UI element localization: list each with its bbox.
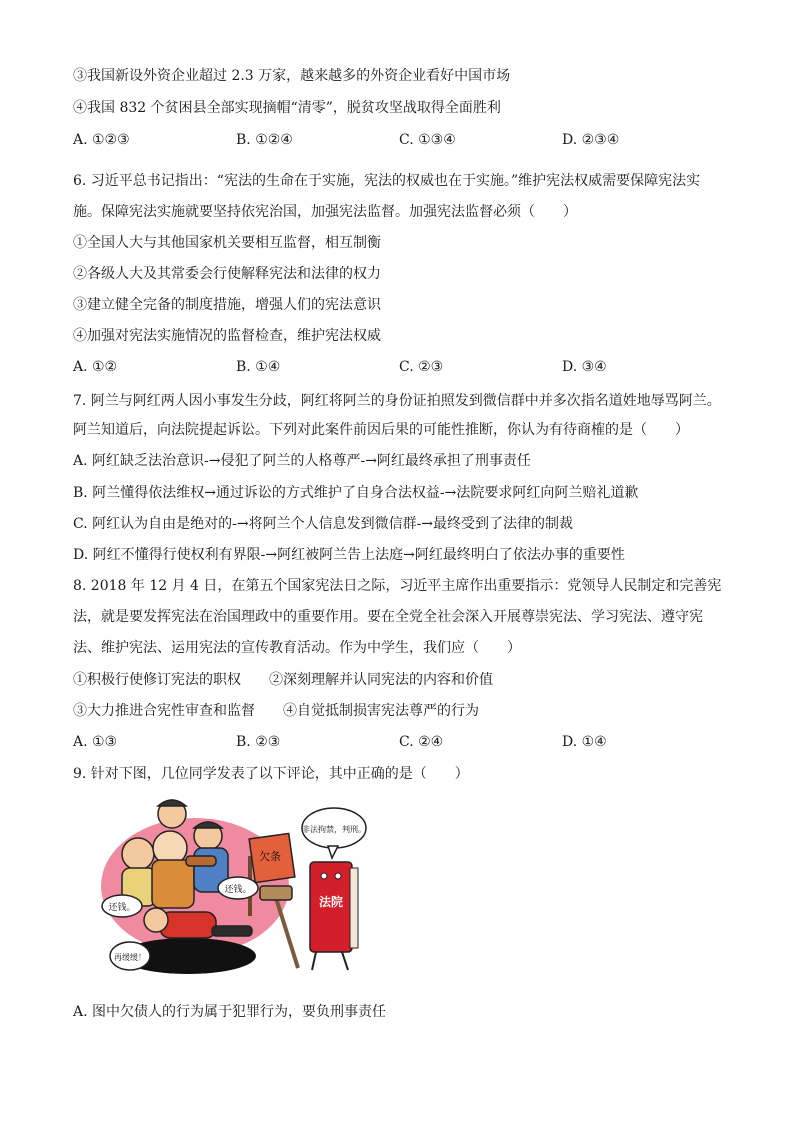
q5-item-3: ③我国新设外资企业超过 2.3 万家，越来越多的外资企业看好中国市场 (73, 68, 511, 84)
q5-item-4: ④我国 832 个贫困县全部实现摘帽“清零”，脱贫攻坚战取得全面胜利 (73, 100, 501, 116)
shout-left-text: 还钱。 (108, 903, 136, 913)
q7-option-b[interactable]: B. 阿兰懂得依法维权→通过诉讼的方式维护了自身合法权益-→法院要求阿红向阿兰赔礼道歉 (73, 485, 639, 501)
q8-items-line-1: ①积极行使修订宪法的职权 ②深刻理解并认同宪法的内容和价值 (73, 672, 493, 688)
q6-item-1: ①全国人大与其他国家机关要相互监督，相互制衡 (73, 235, 381, 251)
bubble-shout-mid (218, 877, 258, 899)
q8-option-b[interactable]: B. ②③ (236, 734, 281, 750)
plea-text: 再缓缓！ (114, 953, 146, 962)
q8-stem-line-1: 8. 2018 年 12 月 4 日，在第五个国家宪法日之际，习近平主席作出重要指示：党领导人民制定和完善宪 (73, 578, 722, 594)
q6-stem-line-1: 6. 习近平总书记指出：“宪法的生命在于实施，宪法的权威也在于实施。”维护宪法权威需要保障宪法实 (73, 173, 701, 189)
q6-option-b[interactable]: B. ①④ (236, 359, 281, 375)
q7-option-c[interactable]: C. 阿红认为自由是绝对的-→将阿兰个人信息发到微信群-→最终受到了法律的制裁 (73, 516, 574, 532)
debt-cartoon-image (100, 796, 372, 982)
q6-item-3: ③建立健全完备的制度措施，增强人们的宪法意识 (73, 297, 381, 313)
q6-item-2: ②各级人大及其常委会行使解释宪法和法律的权力 (73, 266, 381, 282)
q8-stem-line-2: 法，就是要发挥宪法在治国理政中的重要作用。要在全党全社会深入开展尊崇宪法、学习宪法、遵守宪 (73, 609, 703, 625)
bubble-shout-left (102, 895, 142, 917)
q6-option-a[interactable]: A. ①② (73, 359, 118, 375)
q5-option-a[interactable]: A. ①②③ (73, 132, 130, 148)
q6-option-c[interactable]: C. ②③ (399, 359, 444, 375)
q8-option-c[interactable]: C. ②④ (399, 734, 444, 750)
iou-sign-label: 欠条 (259, 850, 281, 863)
q7-stem-line-2: 阿兰知道后，向法院提起诉讼。下列对此案件前因后果的可能性推断，你认为有待商榷的是（ ） (73, 422, 689, 438)
q9-stem: 9. 针对下图，几位同学发表了以下评论，其中正确的是（ ） (73, 766, 469, 782)
q8-stem-line-3: 法、维护宪法、运用宪法的宣传教育活动。作为中学生，我们应（ ） (73, 640, 521, 656)
shout-mid-text: 还钱。 (224, 885, 252, 895)
q6-stem-line-2: 施。保障宪法实施就要坚持依宪治国，加强宪法监督。加强宪法监督必须（ ） (73, 204, 577, 220)
q9-option-a[interactable]: A. 图中欠债人的行为属于犯罪行为，要负刑事责任 (73, 1004, 387, 1020)
q8-option-a[interactable]: A. ①③ (73, 734, 118, 750)
q7-option-a[interactable]: A. 阿红缺乏法治意识-→侵犯了阿兰的人格尊严-→阿红最终承担了刑事责任 (73, 453, 531, 469)
bubble-plea (110, 942, 150, 970)
q8-option-d[interactable]: D. ①④ (562, 734, 607, 750)
creditors-group (122, 800, 228, 908)
q5-option-d[interactable]: D. ②③④ (562, 132, 620, 148)
court-book-label: 法院 (318, 895, 344, 909)
bubble-verdict (302, 808, 366, 858)
q5-option-c[interactable]: C. ①③④ (399, 132, 456, 148)
q6-option-d[interactable]: D. ③④ (562, 359, 607, 375)
court-book-character (310, 862, 358, 970)
q6-item-4: ④加强对宪法实施情况的监督检查，维护宪法权威 (73, 328, 381, 344)
q7-stem-line-1: 7. 阿兰与阿红两人因小事发生分歧，阿红将阿兰的身份证拍照发到微信群中并多次指名道姓地辱骂阿兰。 (73, 393, 721, 409)
q8-items-line-2: ③大力推进合宪性审查和监督 ④自觉抵制损害宪法尊严的行为 (73, 703, 479, 719)
q7-option-d[interactable]: D. 阿红不懂得行使权利有界限-→阿红被阿兰告上法庭→阿红最终明白了依法办事的重要性 (73, 547, 625, 563)
q5-option-b[interactable]: B. ①②④ (236, 132, 293, 148)
bubble-verdict-text: 非法拘禁，判刑。 (302, 825, 366, 834)
